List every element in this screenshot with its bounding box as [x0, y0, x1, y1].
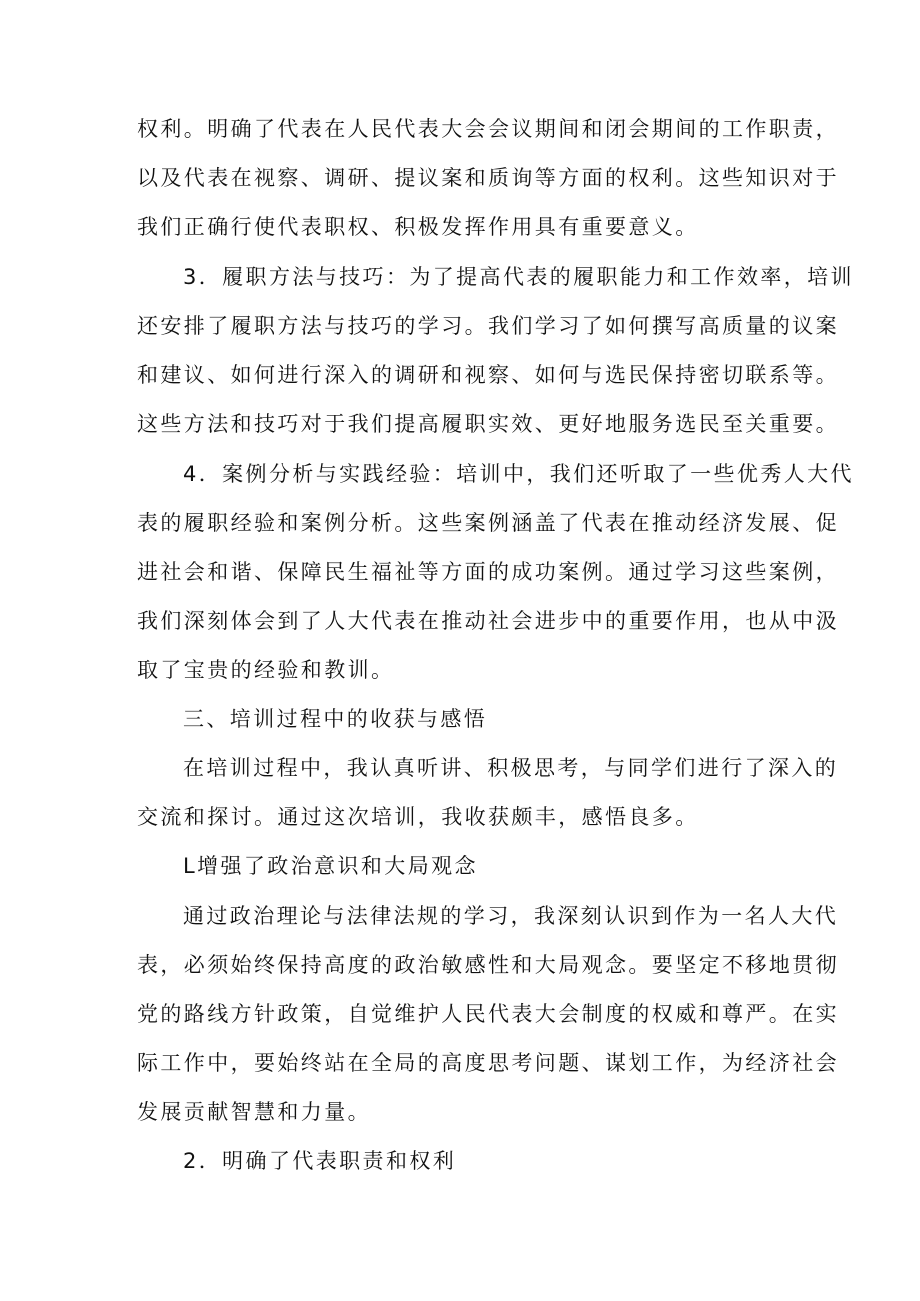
body-line: 这些方法和技巧对于我们提高履职实效、更好地服务选民至关重要。	[137, 412, 839, 436]
body-line: 表，必须始终保持高度的政治敏感性和大局观念。要坚定不移地贯彻	[137, 953, 839, 977]
section-item-4: 4．案例分析与实践经验：培训中，我们还听取了一些优秀人大代	[183, 462, 854, 486]
body-line: 发展贡献智慧和力量。	[137, 1100, 371, 1124]
paragraph-line: 通过政治理论与法律法规的学习，我深刻认识到作为一名人大代	[183, 904, 839, 928]
section-heading: 三、培训过程中的收获与感悟	[183, 707, 488, 731]
subheading-2: 2．明确了代表职责和权利	[183, 1149, 457, 1173]
body-line: 取了宝贵的经验和教训。	[137, 658, 395, 682]
body-line: 我们正确行使代表职权、积极发挥作用具有重要意义。	[137, 215, 699, 239]
section-item-3: 3．履职方法与技巧：为了提高代表的履职能力和工作效率，培训	[183, 265, 854, 289]
subheading-1: L增强了政治意识和大局观念	[183, 854, 478, 878]
body-line: 和建议、如何进行深入的调研和视察、如何与选民保持密切联系等。	[137, 363, 839, 387]
body-line: 际工作中，要始终站在全局的高度思考问题、谋划工作，为经济社会	[137, 1051, 839, 1075]
body-line: 交流和探讨。通过这次培训，我收获颇丰，感悟良多。	[137, 805, 699, 829]
body-line: 权利。明确了代表在人民代表大会会议期间和闭会期间的工作职责，	[137, 117, 839, 141]
body-line: 还安排了履职方法与技巧的学习。我们学习了如何撰写高质量的议案	[137, 314, 839, 338]
body-line: 我们深刻体会到了人大代表在推动社会进步中的重要作用，也从中汲	[137, 609, 839, 633]
body-line: 表的履职经验和案例分析。这些案例涵盖了代表在推动经济发展、促	[137, 511, 839, 535]
paragraph-line: 在培训过程中，我认真听讲、积极思考，与同学们进行了深入的	[183, 756, 839, 780]
body-line: 党的路线方针政策，自觉维护人民代表大会制度的权威和尊严。在实	[137, 1002, 839, 1026]
body-line: 以及代表在视察、调研、提议案和质询等方面的权利。这些知识对于	[137, 166, 839, 190]
body-line: 进社会和谐、保障民生福祉等方面的成功案例。通过学习这些案例，	[137, 560, 839, 584]
